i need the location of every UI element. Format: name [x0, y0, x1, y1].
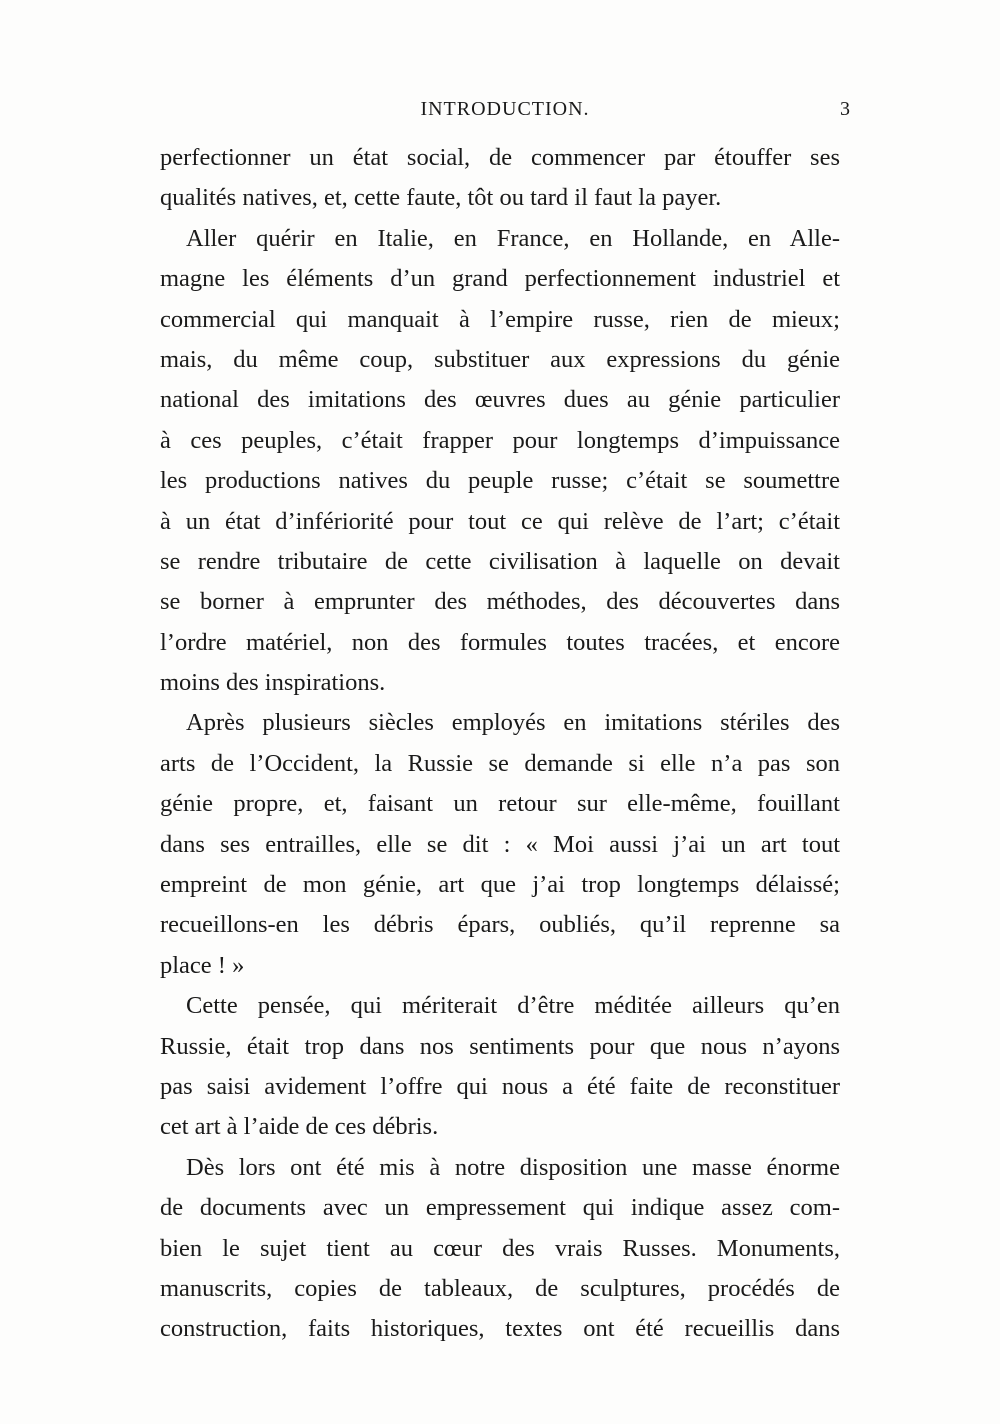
text-line: dans ses entrailles, elle se dit : « Moi aussi j’ai un art tout: [160, 830, 840, 858]
text-line: se borner à emprunter des méthodes, des découvertes dans: [160, 588, 840, 616]
text-line: magne les éléments d’un grand perfectionnement industriel et: [160, 265, 840, 293]
text-line: bien le sujet tient au cœur des vrais Russes. Monuments,: [160, 1234, 840, 1262]
text-line: les productions natives du peuple russe; c’était se soumettre: [160, 467, 840, 495]
text-line: qualités natives, et, cette faute, tôt ou tard il faut la payer.: [160, 184, 722, 212]
text-line: manuscrits, copies de tableaux, de sculptures, procédés de: [160, 1274, 840, 1302]
text-line: à ces peuples, c’était frapper pour longtemps d’impuissance: [160, 426, 840, 454]
text-line: perfectionner un état social, de commencer par étouffer ses: [160, 144, 840, 171]
paragraph-start-line: Après plusieurs siècles employés en imitations stériles des: [186, 709, 840, 737]
text-line: national des imitations des œuvres dues au génie particulier: [160, 386, 840, 414]
page-number: 3: [840, 98, 850, 120]
text-line: mais, du même coup, substituer aux expressions du génie: [160, 345, 840, 373]
text-line: moins des inspirations.: [160, 669, 386, 697]
paragraph-start-line: Cette pensée, qui mériterait d’être méditée ailleurs qu’en: [186, 992, 840, 1020]
text-line: construction, faits historiques, textes ont été recueillis dans: [160, 1315, 840, 1343]
text-line: Russie, était trop dans nos sentiments pour que nous n’ayons: [160, 1032, 840, 1060]
text-line: commercial qui manquait à l’empire russe, rien de mieux;: [160, 305, 840, 333]
text-line: de documents avec un empressement qui indique assez com-: [160, 1194, 840, 1222]
text-line: se rendre tributaire de cette civilisation à laquelle on devait: [160, 547, 840, 575]
text-line: cet art à l’aide de ces débris.: [160, 1113, 439, 1141]
text-line: empreint de mon génie, art que j’ai trop longtemps délaissé;: [160, 871, 840, 899]
text-line: recueillons-en les débris épars, oubliés, qu’il reprenne sa: [160, 911, 840, 939]
text-line: pas saisi avidement l’offre qui nous a été faite de reconstituer: [160, 1072, 840, 1100]
paragraph-start-line: Aller quérir en Italie, en France, en Hollande, en Alle-: [186, 224, 840, 252]
text-line: l’ordre matériel, non des formules toutes tracées, et encore: [160, 628, 840, 656]
text-line: arts de l’Occident, la Russie se demande si elle n’a pas son: [160, 749, 840, 777]
body-text: [160, 138, 840, 1350]
running-head: [160, 96, 850, 126]
text-line: génie propre, et, faisant un retour sur elle-même, fouillant: [160, 790, 840, 818]
running-title: INTRODUCTION.: [420, 98, 590, 120]
text-line: à un état d’infériorité pour tout ce qui relève de l’art; c’était: [160, 507, 840, 535]
text-line: place ! »: [160, 951, 245, 979]
paragraph-start-line: Dès lors ont été mis à notre disposition une masse énorme: [186, 1153, 840, 1181]
